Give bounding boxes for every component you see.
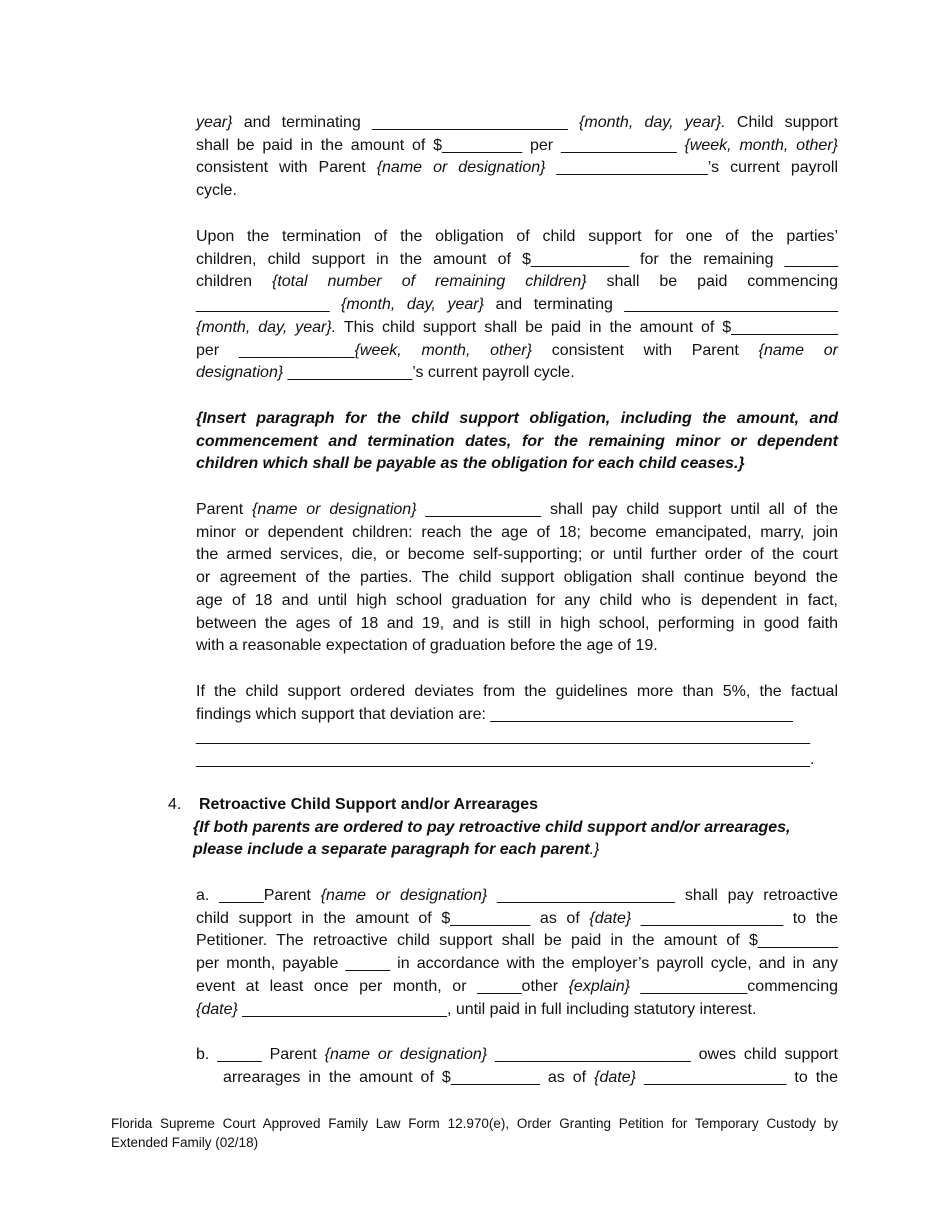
page-footer <box>111 1114 838 1152</box>
text-run: {date} <box>594 1068 636 1086</box>
text-run: ______________________ <box>372 114 568 131</box>
text-line: _____________________________________________________________________ <box>196 728 810 746</box>
text-line <box>196 362 838 385</box>
text-run: designation} <box>196 364 284 382</box>
paragraph-b-arrearages <box>196 1044 838 1089</box>
text-run: arrearages in the amount of $__________ as of <box>223 1068 595 1086</box>
text-run <box>568 114 579 131</box>
text-run: ______________________ owes child support <box>487 1046 839 1063</box>
text-run: _______________ <box>196 296 342 314</box>
text-run: per _____________ <box>196 341 355 359</box>
section-title: Retroactive Child Support and/or Arrearages <box>199 796 539 813</box>
text-run: .} <box>589 841 600 859</box>
text-line: cycle. <box>196 182 237 200</box>
text-run: {total number of remaining children} <box>271 273 587 291</box>
text-line <box>196 431 838 454</box>
text-run: year} <box>196 114 233 131</box>
text-run: {name or designation} <box>324 1046 488 1063</box>
text-run: commencement and termination dates, for the remaining minor or dependent <box>196 432 838 450</box>
text-line <box>196 317 838 340</box>
text-run: ____________________ shall pay retroactive <box>487 887 838 904</box>
text-line <box>196 499 838 522</box>
text-run: {name or designation} <box>320 887 488 904</box>
text-line: or agreement of the parties. The child support obligation shall continue beyond the <box>196 569 838 587</box>
text-line: age of 18 and until high school graduation for any child who is dependent in fact, <box>196 591 838 609</box>
text-run: please include a separate paragraph for each parent <box>193 841 590 859</box>
text-line: children, child support in the amount of $___________ for the remaining ______ <box>196 250 838 268</box>
text-line: per month, payable _____ in accordance with the employer’s payroll cycle, and in any <box>196 955 838 973</box>
section-number: 4. <box>168 796 182 813</box>
text-line: between the ages of 18 and 19, and is still in high school, performing in good faith <box>196 614 838 632</box>
text-run: {week, month, other} <box>684 136 838 154</box>
text-line <box>196 885 838 908</box>
text-run: {month, day, year}. <box>579 114 726 131</box>
text-line: Petitioner. The retroactive child support shall be paid in the amount of $_________ <box>196 932 838 950</box>
text-run: children which shall be payable as the obligation for each child ceases.} <box>196 455 745 473</box>
text-line <box>196 999 838 1022</box>
paragraph-support-duration <box>196 499 838 658</box>
text-run: consistent with Parent <box>531 341 759 359</box>
text-line <box>196 453 838 476</box>
footer-line: Florida Supreme Court Approved Family Law Form 12.970(e), Order Granting Petition for Temporary Custody by <box>111 1116 838 1131</box>
text-run: {If both parents are ordered to pay retroactive child support and/or arrearages, <box>193 818 791 836</box>
text-run: ______________’s current payroll cycle. <box>283 364 575 382</box>
text-run: child support in the amount of $_________ as of <box>196 909 590 927</box>
text-run: ____________commencing <box>629 977 838 995</box>
text-line: If the child support ordered deviates from the guidelines more than 5%, the factual <box>196 683 838 700</box>
text-run: Parent <box>196 501 253 518</box>
text-run: and terminating ________________________ <box>483 296 838 314</box>
paragraph-deviation <box>196 681 838 772</box>
text-line <box>196 157 838 180</box>
text-run: {month, day, year}. <box>196 318 337 336</box>
text-line <box>196 908 838 931</box>
text-line <box>196 271 838 294</box>
text-line: minor or dependent children: reach the age of 18; become emancipated, marry, join <box>196 523 838 541</box>
footer-line: Extended Family (02/18) <box>111 1135 259 1150</box>
text-run: shall be paid in the amount of $_________ per _____________ <box>196 136 685 154</box>
text-run: ________________ to the <box>635 1068 839 1086</box>
text-run: {month, day, year} <box>341 296 484 314</box>
text-run: {date} <box>196 1000 238 1018</box>
paragraph-continuation <box>196 112 838 203</box>
text-run: _________________’s current payroll <box>545 159 839 177</box>
instruction-paragraph <box>196 408 838 476</box>
text-run: and terminating <box>232 114 373 131</box>
text-run: Child support <box>725 114 838 131</box>
text-line: findings which support that deviation are: __________________________________ <box>196 705 793 723</box>
text-line: _____________________________________________________________________. <box>196 751 815 769</box>
text-run: {Insert paragraph for the child support obligation, including the amount, and <box>196 410 838 427</box>
text-line <box>196 112 838 135</box>
text-line <box>196 1067 838 1090</box>
text-run: _______________________, until paid in full including statutory interest. <box>237 1000 757 1018</box>
text-run: a. _____Parent <box>196 887 321 904</box>
text-run: consistent with Parent <box>196 159 377 177</box>
text-line <box>196 294 838 317</box>
section-note-line <box>168 817 848 840</box>
text-line <box>196 1044 838 1067</box>
paragraph-remaining-children <box>196 226 838 385</box>
text-run: b. _____ Parent <box>196 1046 325 1063</box>
text-line: Upon the termination of the obligation of child support for one of the parties’ <box>196 228 838 245</box>
text-line <box>196 408 838 431</box>
paragraph-a-retroactive <box>196 885 838 1021</box>
text-run: {week, month, other} <box>354 341 532 359</box>
text-run: {name or <box>758 341 838 359</box>
section-4-heading <box>168 794 848 862</box>
text-run: event at least once per month, or _____other <box>196 977 569 995</box>
text-line <box>196 976 838 999</box>
text-run: {date} <box>589 909 632 927</box>
text-line: the armed services, die, or become self-supporting; or until further order of the court <box>196 546 838 564</box>
text-run: {name or designation} <box>376 159 546 177</box>
text-run: shall be paid commencing <box>586 273 839 291</box>
text-run: {name or designation} <box>252 501 417 518</box>
text-run: children <box>196 273 272 291</box>
text-line: with a reasonable expectation of graduation before the age of 19. <box>196 637 658 655</box>
text-line <box>196 135 838 158</box>
section-note-line <box>168 839 848 862</box>
text-run: {explain} <box>568 977 630 995</box>
text-run: _____________ shall pay child support until all of the <box>416 501 838 518</box>
text-run: ________________ to the <box>631 909 839 927</box>
text-line <box>168 794 848 817</box>
text-line <box>196 340 838 363</box>
text-run: This child support shall be paid in the amount of $____________ <box>336 318 838 336</box>
